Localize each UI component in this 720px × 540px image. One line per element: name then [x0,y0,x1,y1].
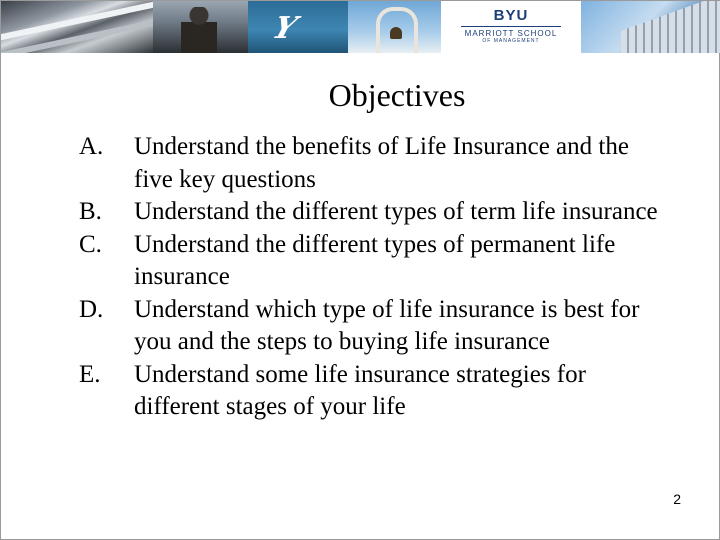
list-item-text: Understand the benefits of Life Insurance and the five key questions [134,133,629,193]
byu-logo-sub: OF MANAGEMENT [482,38,540,44]
slide-title: Objectives [328,77,466,113]
y-logo-icon: Y [268,11,302,46]
logo-rule [461,26,561,27]
list-item-text: Understand the different types of term life insurance [134,198,658,225]
list-item-text: Understand which type of life insurance is best for you and the steps to buying life insurance [134,295,640,355]
list-item-letter: C. [79,230,102,258]
banner-photo-bell [348,1,441,53]
list-item-text: Understand some life insurance strategies for different stages of your life [134,360,586,420]
banner-photo-y-mountain [248,1,348,53]
byu-logo-school: MARRIOTT SCHOOL [464,29,558,38]
list-item-letter: E. [79,360,101,388]
list-item-letter: D. [79,295,104,323]
statue-icon [181,7,217,53]
banner-photo-statue [153,1,248,53]
list-item [79,229,659,294]
banner-photo-building [581,1,720,53]
header-banner [1,1,720,53]
objectives-list [79,131,659,424]
page-number: 2 [673,491,681,507]
banner-photo-metal [1,1,153,53]
byu-logo [441,1,581,53]
building-icon [621,1,720,53]
list-item [79,359,659,424]
list-item [79,294,659,359]
byu-logo-name: BYU [493,7,529,24]
list-item [79,196,659,229]
list-item-letter: A. [79,133,104,160]
list-item [79,131,659,196]
bell-icon [390,27,402,39]
list-item-letter: B. [79,198,102,225]
list-item-text: Understand the different types of permanent life insurance [134,230,616,290]
